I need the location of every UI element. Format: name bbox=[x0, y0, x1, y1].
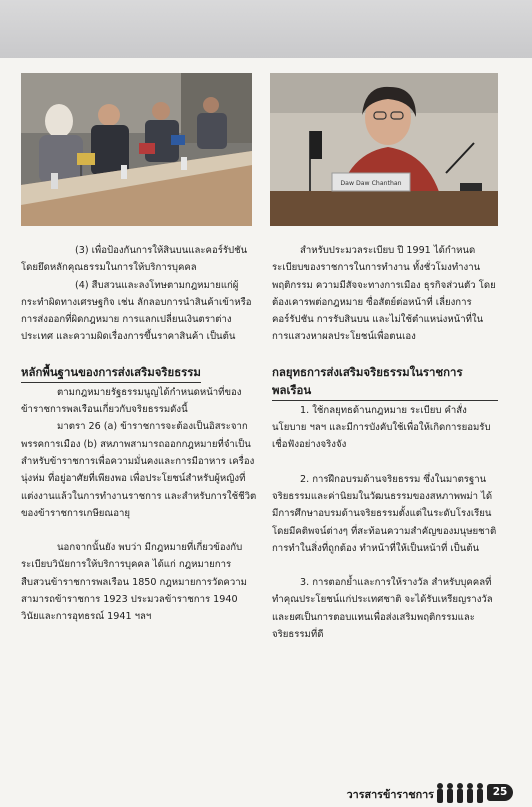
paragraph: (4) สืบสวนและลงโทษตามกฎหมายแก่ผู้กระทำผิดทางเศรษฐกิจ เช่น ลักลอบการนำสินค้าเข้าหรือการส่งออกที่ผิดกฎหมาย การแลกเปลี่ยนเงินตราต่างประเทศ และความผิดเรื่องการขึ้นราคาสินค้า เป็นต้น bbox=[21, 279, 252, 343]
paragraph: ตามกฎหมายรัฐธรรมนูญได้กำหนดหน้าที่ของข้าราชการพลเรือนเกี่ยวกับจริยธรรมดังนี้ bbox=[21, 386, 242, 416]
paragraph: สำหรับประมวลระเบียบ ปี 1991 ได้กำหนดระเบียบของราชการในการทำงาน ทั้งชั่วโมงทำงาน พฤติกรรม ความมีสัจจะทางการเมือง ธุรกิจส่วนตัว โดยต้องเคารพต่อกฎหมาย ซื่อสัตย์ต่อหน้าที่ เลี่ยงการคอร์รัปชัน การรับสินบน และไม่ใช้ตำแหน่งหน้าที่ในการแสวงหาผลประโยชน์เพื่อตนเอง bbox=[272, 245, 496, 343]
paragraph: มาตรา 26 (a) ข้าราชการจะต้องเป็นอิสระจากพรรคการเมือง (b) สหภาพสามารถออกกฎหมายที่จำเป็นสำหรับข้าราชการเพื่อความมั่นคงและการมีอาหาร เครื่องนุ่งห่ม ที่อยู่อาศัยที่เพียงพอ เพื่อประโยชน์สำหรับผู้หญิงที่แต่งงานแล้วในการทำงานราชการ และสำหรับการใช้ชีวิตของข้าราชการเกษียณอายุ bbox=[21, 421, 257, 519]
list-item: 2. การฝึกอบรมด้านจริยธรรม ซึ่งในมาตรฐานจริยธรรมและค่านิยมในวัฒนธรรมของสหภาพพม่า ได้มีการศึกษาอบรมด้านจริยธรรมตั้งแต่ในระดับโรงเรียน โดยมีคติพจน์ต่างๆ ที่สะท้อนความสำคัญของมนุษยชาติ การทำในสิ่งที่ถูกต้อง ทำหน้าที่ให้เป็นหน้าที่ เป็นต้น bbox=[272, 473, 497, 554]
left-column bbox=[21, 242, 257, 626]
nameplate-text: Daw Daw Chanthan bbox=[340, 180, 402, 187]
paragraph: (3) เพื่อป้องกันการให้สินบนและคอร์รัปชัน โดยยึดหลักคุณธรรมในการให้บริการบุคคล bbox=[21, 245, 248, 274]
official-photo bbox=[270, 73, 498, 226]
paragraph: นอกจากนั้นยัง พบว่า มีกฎหมายที่เกี่ยวข้องกับระเบียบวินัยการให้บริการบุคคล ได้แก่ กฎหมายการสืบสวนข้าราชการพลเรือน 1850 กฎหมายการวัดความสามารถข้าราชการ 1923 ประมวลข้าราชการ 1940 วินัยและการอุทธรณ์ 1941 ฯลฯ bbox=[21, 542, 247, 623]
list-item: 1. ใช้กลยุทธด้านกฎหมาย ระเบียบ คำสั่ง นโยบาย ฯลฯ และมีการบังคับใช้เพื่อให้เกิดการยอมรับเชื่อฟังอย่างจริงจัง bbox=[272, 404, 491, 451]
journal-title: วารสารข้าราชการ bbox=[346, 788, 434, 801]
list-item: 3. การตอกย้ำและการให้รางวัล สำหรับบุคคลที่ทำคุณประโยชน์แก่ประเทศชาติ จะได้รับเหรียญรางวัลและยศเป็นการตอบแทนเพื่อส่งเสริมพฤติกรรมและจริยธรรมที่ดี bbox=[272, 577, 493, 641]
meeting-photo bbox=[21, 73, 252, 226]
section-heading: หลักพื้นฐานของการส่งเสริมจริยธรรม bbox=[21, 363, 201, 383]
page-number: 25 bbox=[487, 784, 513, 801]
right-column bbox=[272, 242, 498, 643]
section-heading: กลยุทธการส่งเสริมจริยธรรมในราชการพลเรือน bbox=[272, 363, 498, 401]
people-silhouette-icon bbox=[435, 782, 487, 804]
header-band bbox=[0, 0, 532, 58]
page-footer bbox=[0, 780, 532, 807]
